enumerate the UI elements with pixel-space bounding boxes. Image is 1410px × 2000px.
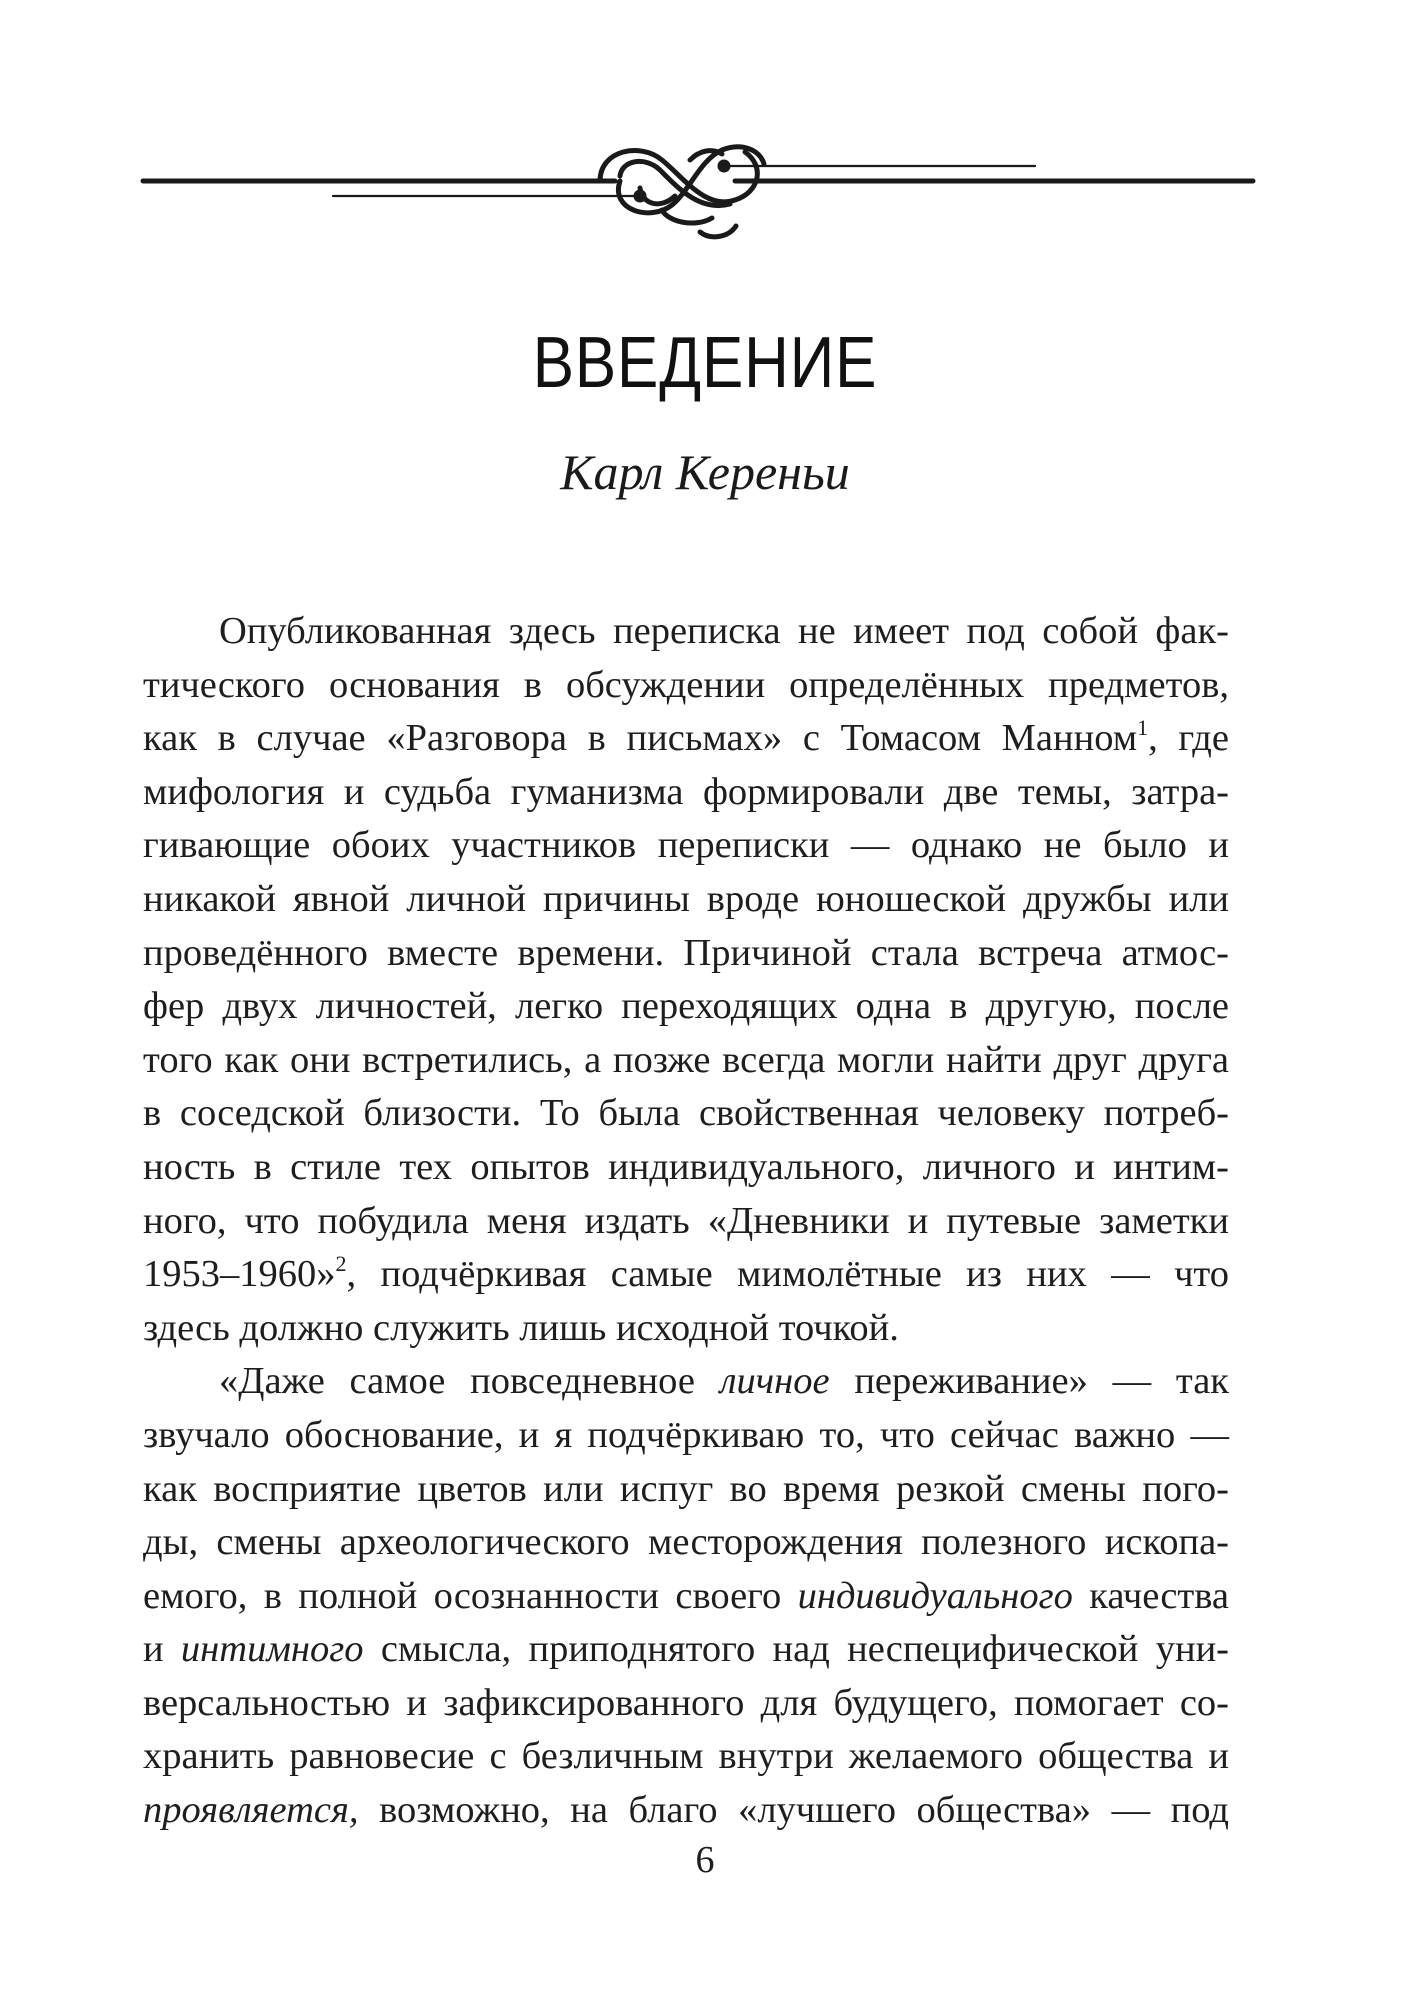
text-line: проведённого вместе времени. Причиной стала встреча атмос- [143,931,1229,974]
text-line: ного, что побудила меня издать «Дневники и путевые заметки [143,1199,1229,1242]
text-line: версальностью и зафиксированного для будущего, помогает со- [143,1681,1229,1724]
text-line: звучало обоснование, и я подчёркиваю то, что сейчас важно — [143,1413,1229,1456]
author-name: Карл Кереньи [560,444,850,500]
body-text [143,605,1229,1838]
text-line: ды, смены археологического месторождения полезного ископа- [143,1521,1229,1564]
text-line: проявляется, возможно, на благо «лучшего общества» — под [143,1789,1229,1832]
text-line: «Даже самое повседневное личное переживание» — так [219,1360,1229,1403]
text-line: и интимного смысла, приподнятого над неспецифической уни- [143,1628,1229,1671]
text-line: того как они встретились, а позже всегда могли найти друг друга [143,1038,1229,1081]
text-line: мифология и судьба гуманизма формировали две темы, затра- [143,770,1229,813]
text-line: емого, в полной осознанности своего индивидуального качества [143,1574,1229,1617]
text-line: тического основания в обсуждении определённых предметов, [143,663,1229,706]
text-line: Опубликованная здесь переписка не имеет под собой фак- [219,610,1229,652]
text-line: 1953–1960»$^2$, подчёркивая самые мимолётные из них — что [143,1251,1229,1296]
text-line: никакой явной личной причины вроде юношеской дружбы или [143,877,1229,920]
text-line: как восприятие цветов или испуг во время резкой смены пого- [143,1467,1229,1510]
paragraph-2 [143,1355,1229,1837]
ornament-scroll [600,147,764,237]
paragraph-1 [143,605,1229,1355]
header-ornament [0,0,1410,260]
text-line: в соседской близости. То была свойственная человеку потреб- [143,1092,1229,1135]
text-line: гивающие обоих участников переписки — однако не было и [143,824,1229,867]
text-line: хранить равновесие с безличным внутри желаемого общества и [143,1735,1229,1778]
text-line: как в случае «Разговора в письмах» с Томасом Манном$^1$, где [143,715,1229,760]
text-line: ность в стиле тех опытов индивидуального, личного и интим- [143,1145,1229,1188]
footnote-marker[interactable]: 1 [1137,715,1149,741]
page-number: 6 [695,1839,715,1881]
text-line: фер двух личностей, легко переходящих одна в другую, после [143,985,1229,1028]
footnote-marker[interactable]: 2 [335,1251,347,1277]
text-line: здесь должно служить лишь исходной точкой. [143,1306,899,1349]
chapter-title: ВВЕДЕНИЕ [532,323,878,403]
